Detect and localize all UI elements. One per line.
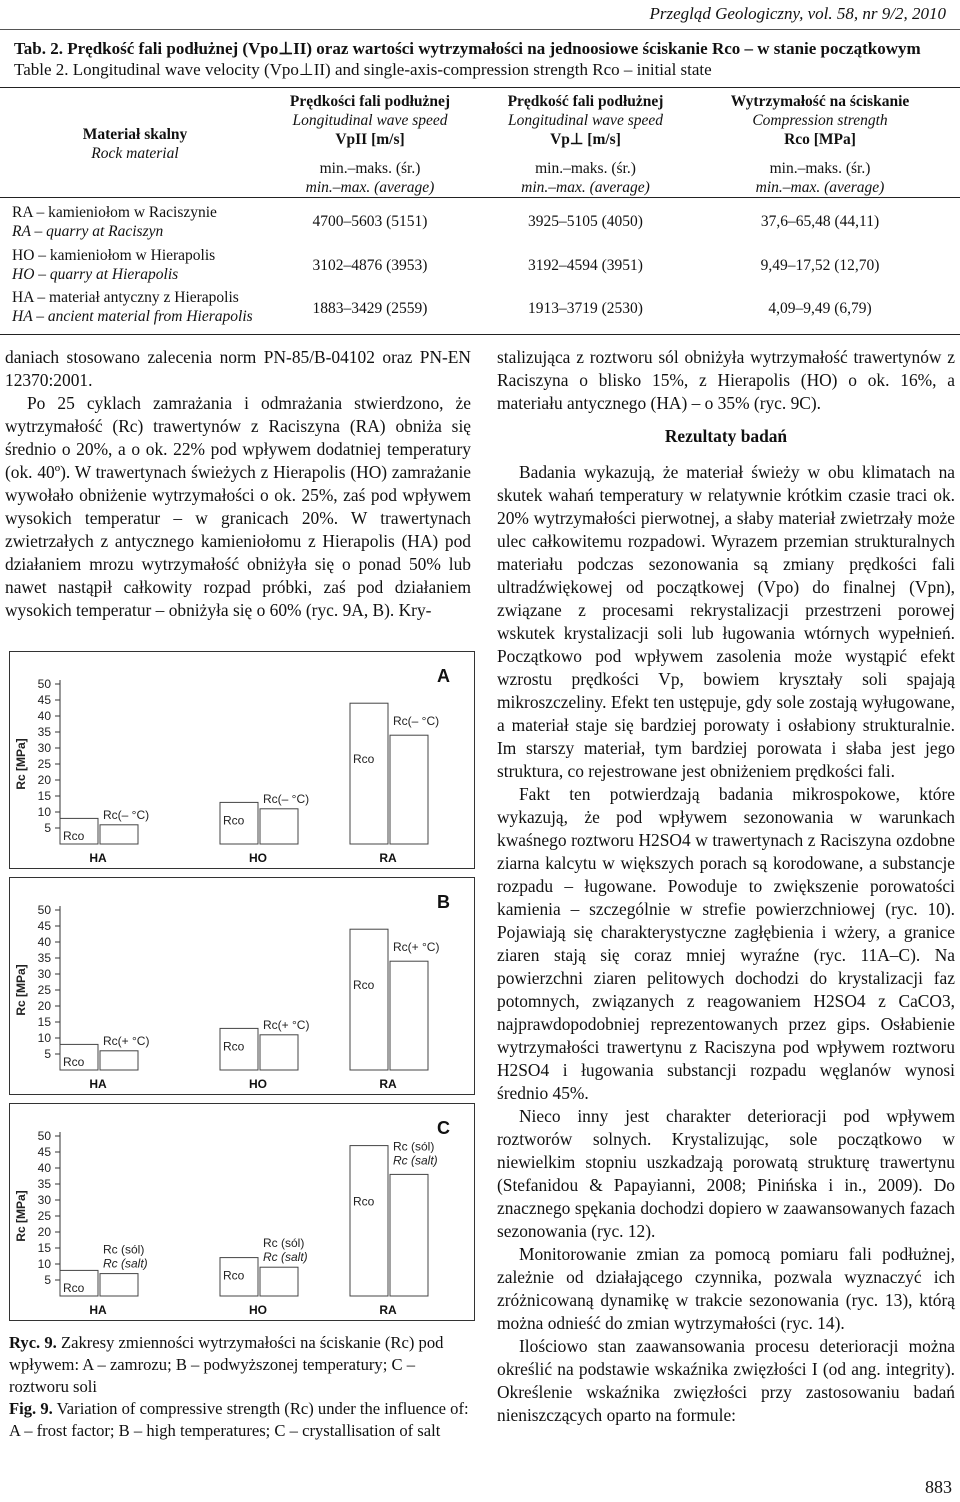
table-row-ra-material: RA – kamieniołom w Raciszynie RA – quarry at Raciszyn	[12, 204, 217, 240]
bar-data-label: Rc(– °C)	[103, 807, 150, 822]
y-tick-label: 35	[37, 951, 51, 965]
table-cell-ho-strength: 9,49–17,52 (12,70)	[760, 257, 880, 274]
y-axis-label: Rc [MPa]	[14, 738, 28, 790]
table-cell-ra-vp-parallel: 4700–5603 (5151)	[312, 213, 428, 230]
bar-data-label: Rco	[353, 1194, 375, 1209]
y-tick-label: 35	[37, 725, 51, 739]
y-tick-label: 45	[37, 693, 51, 707]
x-category-label: HA	[89, 1303, 107, 1317]
bar-data-label: Rc (sól)	[393, 1139, 435, 1154]
table-header-strength: Wytrzymałość na ściskanie Compression strength Rco [MPa]	[730, 93, 910, 148]
y-axis-label: Rc [MPa]	[14, 1190, 28, 1242]
table-caption	[14, 38, 954, 80]
bar	[350, 929, 388, 1070]
header-rule	[0, 29, 960, 30]
chart-a	[10, 652, 474, 868]
y-tick-label: 35	[37, 1177, 51, 1191]
y-tick-label: 20	[37, 773, 51, 787]
x-category-label: HO	[249, 1303, 267, 1317]
bar-data-label: Rc (salt)	[103, 1256, 148, 1271]
journal-header: Przegląd Geologiczny, vol. 58, nr 9/2, 2010	[649, 4, 946, 23]
y-tick-label: 45	[37, 919, 51, 933]
chart-panel-a	[9, 651, 475, 869]
table-cell-ha-strength: 4,09–9,49 (6,79)	[768, 300, 872, 317]
table-header-vp-perp-range: min.–maks. (śr.) min.–max. (average)	[521, 160, 650, 196]
x-category-label: HA	[89, 1077, 107, 1091]
y-tick-label: 10	[37, 805, 51, 819]
bar-data-label: Rco	[223, 1268, 245, 1283]
y-tick-label: 40	[37, 935, 51, 949]
bar-data-label: Rc (sól)	[103, 1242, 145, 1257]
bar	[390, 1174, 428, 1296]
table-cell-ha-vp-parallel: 1883–3429 (2559)	[312, 300, 428, 317]
bar	[100, 825, 138, 844]
x-category-label: RA	[379, 851, 397, 865]
y-tick-label: 50	[37, 1129, 51, 1143]
figure-9	[9, 651, 475, 1323]
bar-data-label: Rc (sól)	[263, 1236, 305, 1251]
y-tick-label: 40	[37, 709, 51, 723]
paragraph: Fakt ten potwierdzają badania mikrospokowe, które wykazują, że pod wpływem sezonowania w warunkach kwaśnego roztworu H2SO4 w trawertynach z Raciszyna ozdobne ziarna kalcytu w większych porach są korodowane, a substancje rozpadu – ługowane. Powoduje to zwiększenie porowatości kamienia – szczególnie w strefie powierzchniowej (ryc. 10). Pojawiają się charakterystyczne zagłębienia i wżery, a granice ziaren stają się coraz mniej wyraźne (ryc. 11A–C). Na powierzchni ziaren pelitowych dochodzi do krystalizacji faz potomnych, związanych z reagowaniem H2SO4 z CaCO3, najprawdopodobniej reprezentowanych przez gips. Osłabienie wytrzymałości trawertynu z Raciszyna pod wpływem roztworu H2SO4 i ługowania substancji rozpadu węglanów wynosi średnio 45%.	[497, 784, 955, 1103]
paragraph: Monitorowanie zmian za pomocą pomiaru fali podłużnej, zależnie od działającego czynnika, pozwala wyznaczyć ich zróżnicowaną dynamikę w trakcie sezonowania (ryc. 13), którą można odnieść do zmian wytrzymałości (ryc. 14).	[497, 1244, 955, 1333]
y-tick-label: 15	[37, 789, 51, 803]
y-tick-label: 30	[37, 967, 51, 981]
y-tick-label: 30	[37, 741, 51, 755]
panel-letter: C	[437, 1118, 450, 1138]
bar-data-label: Rc(– °C)	[393, 714, 440, 729]
table-row-ho-material: HO – kamieniołom w Hierapolis HO – quarry at Hierapolis	[12, 247, 216, 283]
x-category-label: HA	[89, 851, 107, 865]
table-cell-ho-vp-parallel: 3102–4876 (3953)	[312, 257, 428, 274]
bar	[260, 809, 298, 844]
table-header-material: Materiał skalny Rock material	[82, 126, 188, 162]
paragraph: Badania wykazują, że materiał świeży w obu klimatach na skutek wahań temperatury w relatywnie krótkim czasie traci ok. 20% wytrzymałości pierwotnej, a słaby materiał zwietrzały może ulec całkowitemu rozpadowi. Wyrazem przemian strukturalnych materiału podczas sezonowania są zmiany prędkości fali ultradźwiękowej od początkowej (Vpo) do finalnej (Vpn), związane z procesami rekrystalizacji przestrzeni porowej wskutek krystalizacji soli lub ługowania wtórnych wypełnień. Początkowo pod wpływem zasolenia może wystąpić efekt wzrostu prędkości Vp, bowiem kryształy soli spajają mikroszczeliny. Efekt ten ustępuje, gdy sole zostają wyługowane, a materiał staje się bardziej porowaty i osłabiony strukturalnie. Im starszy materiał, tym bardziej porowata i słaba jest jego struktura, co rejestrowane jest obniżeniem prędkości fali.	[497, 462, 955, 781]
chart-c	[10, 1104, 474, 1320]
chart-b	[10, 878, 474, 1094]
bar-data-label: Rco	[353, 752, 375, 767]
section-heading: Rezultaty badań	[664, 426, 788, 446]
bar	[100, 1051, 138, 1070]
x-category-label: RA	[379, 1303, 397, 1317]
y-tick-label: 10	[37, 1031, 51, 1045]
left-column-text	[5, 346, 471, 622]
y-tick-label: 5	[44, 821, 51, 835]
table-cell-ra-vp-perp: 3925–5105 (4050)	[528, 213, 643, 230]
figure-caption-pl: Ryc. 9. Zakresy zmienności wytrzymałości na ściskanie (Rc) pod wpływem: A – zamrozu; B – podwyższonej temperatury; C – roztworu soli	[9, 1333, 444, 1396]
paragraph: daniach stosowano zalecenia norm PN-85/B-04102 oraz PN-EN 12370:2001.	[5, 347, 471, 390]
y-tick-label: 5	[44, 1273, 51, 1287]
paragraph: stalizująca z roztworu sól obniżyła wytrzymałość trawertynów z Raciszyna o blisko 15%, z Hierapolis (HO) o ok. 16%, a materiału antycznego (HA) – o 35% (ryc. 9C).	[497, 347, 955, 413]
bar-data-label: Rc(+ °C)	[393, 940, 440, 955]
table-caption-pl: Tab. 2. Prędkość fali podłużnej (Vpo⊥II) oraz wartości wytrzymałości na jednoosiowe ściskanie Rco – w stanie początkowym	[14, 39, 921, 58]
table-header-strength-range: min.–maks. (śr.) min.–max. (average)	[755, 160, 885, 196]
y-tick-label: 50	[37, 903, 51, 917]
figure-caption-en: Fig. 9. Variation of compressive strength (Rc) under the influence of: A – frost factor; B – high temperatures; C – crystallisation of salt	[9, 1399, 469, 1440]
table-cell-ho-vp-perp: 3192–4594 (3951)	[528, 257, 643, 274]
x-category-label: HO	[249, 1077, 267, 1091]
panel-letter: A	[437, 666, 450, 686]
bar-data-label: Rc(+ °C)	[103, 1033, 150, 1048]
bar-data-label: Rco	[63, 1055, 85, 1069]
bar	[390, 961, 428, 1070]
table-caption-en: Table 2. Longitudinal wave velocity (Vpo⊥II) and single-axis-compression strength Rco – initial state	[14, 60, 712, 79]
table-header-vp-perp: Prędkość fali podłużnej Longitudinal wave speed Vp⊥ [m/s]	[507, 93, 664, 148]
bar-data-label: Rco	[223, 813, 245, 828]
bar-data-label: Rco	[223, 1039, 245, 1054]
bar-data-label: Rc (salt)	[263, 1250, 308, 1265]
table-cell-ra-strength: 37,6–65,48 (44,11)	[760, 213, 880, 230]
y-tick-label: 15	[37, 1015, 51, 1029]
y-tick-label: 10	[37, 1257, 51, 1271]
bar	[350, 1146, 388, 1296]
chart-panel-c	[9, 1103, 475, 1321]
table-header-vp-parallel: Prędkości fali podłużnej Longitudinal wave speed VpII [m/s]	[289, 93, 451, 148]
y-tick-label: 40	[37, 1161, 51, 1175]
paragraph: Ilościowo stan zaawansowania procesu deterioracji można określić na podstawie wskaźnika zwięzłości I (od ang. integrity). Określenie wskaźnika zwięzłości przy zastosowaniu badań nieniszczących oparto na formule:	[497, 1336, 955, 1425]
chart-panel-b	[9, 877, 475, 1095]
panel-letter: B	[437, 892, 450, 912]
paragraph: Nieco inny jest charakter deterioracji pod wpływem roztworów solnych. Krystalizując, sole początkowo w niewielkim stopniu uszkadzają porowatą strukturę trawertynu (Stefanidou & Papayianni, 2008; Pinińska i in., 2009). Do znacznego spękania dochodzi dopiero w zaawansowanych fazach sezonowania (ryc. 12).	[497, 1106, 955, 1241]
y-tick-label: 20	[37, 1225, 51, 1239]
y-tick-label: 30	[37, 1193, 51, 1207]
bar	[260, 1035, 298, 1070]
table-header-vp-parallel-range: min.–maks. (śr.) min.–max. (average)	[305, 160, 435, 196]
figure-caption	[9, 1332, 479, 1442]
y-tick-label: 20	[37, 999, 51, 1013]
bar	[350, 703, 388, 844]
bar-data-label: Rc(+ °C)	[263, 1017, 310, 1032]
page-number: 883	[925, 1477, 952, 1497]
y-tick-label: 5	[44, 1047, 51, 1061]
x-category-label: RA	[379, 1077, 397, 1091]
table-row-ha-material: HA – materiał antyczny z Hierapolis HA – ancient material from Hierapolis	[12, 289, 253, 325]
x-category-label: HO	[249, 851, 267, 865]
bar-data-label: Rco	[63, 1281, 85, 1295]
table-cell-ha-vp-perp: 1913–3719 (2530)	[528, 300, 643, 317]
y-tick-label: 45	[37, 1145, 51, 1159]
bar-data-label: Rc (salt)	[393, 1153, 438, 1168]
y-tick-label: 25	[37, 983, 51, 997]
y-tick-label: 25	[37, 1209, 51, 1223]
data-table	[0, 87, 960, 334]
bar	[100, 1274, 138, 1296]
y-tick-label: 15	[37, 1241, 51, 1255]
right-column-text	[497, 346, 955, 1427]
bar-data-label: Rco	[353, 978, 375, 993]
bar	[260, 1267, 298, 1296]
y-tick-label: 25	[37, 757, 51, 771]
bar	[390, 735, 428, 844]
bar-data-label: Rco	[63, 829, 85, 843]
bar-data-label: Rc(– °C)	[263, 791, 310, 806]
paragraph: Po 25 cyklach zamrażania i odmrażania stwierdzono, że wytrzymałość (Rc) trawertynów z Raciszyna (RA) obniża się średnio o 20%, a o ok. 22% pod wpływem dodatniej temperatury (ok. 40º). W trawertynach świeżych z Hierapolis (HO) zamrażanie wywołało obniżenie wytrzymałości o ok. 25%, zaś pod wpływem wysokich temperatur – w granicach 20%. W trawertynach zwietrzałych z antycznego kamieniołomu z Hierapolis (HA) pod działaniem mrozu wytrzymałość obniżyła się o ponad 50% lub nawet nastąpił całkowity rozpad próbki, zaś pod działaniem wysokich temperatur – obniżyła się o 60% (ryc. 9A, B). Kry-	[5, 393, 471, 620]
y-axis-label: Rc [MPa]	[14, 964, 28, 1016]
y-tick-label: 50	[37, 677, 51, 691]
